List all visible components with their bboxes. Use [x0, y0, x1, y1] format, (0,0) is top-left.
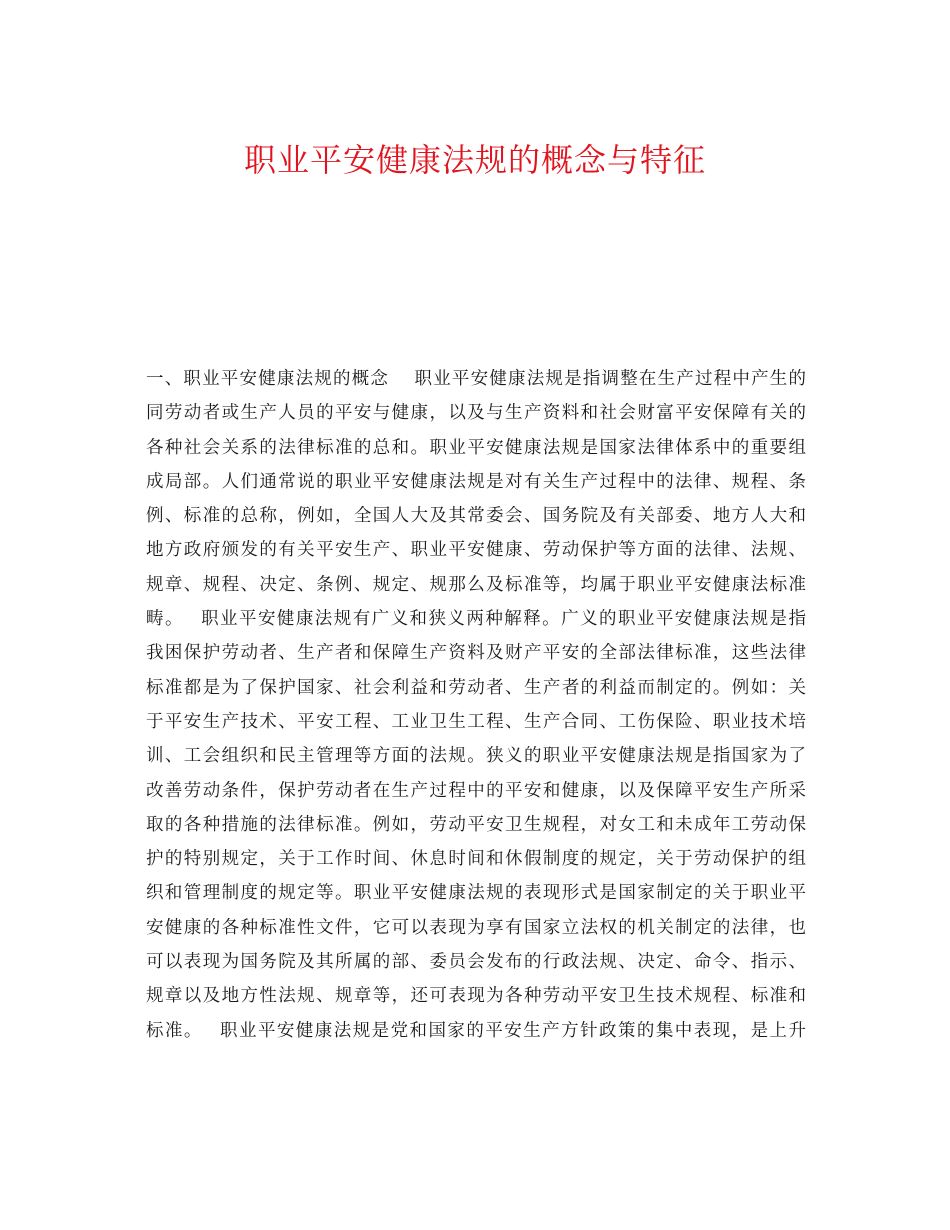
document-title: 职业平安健康法规的概念与特征: [243, 141, 706, 179]
text-line: 训、工会组织和民主管理等方面的法规。狭义的职业平安健康法规是指国家为了: [146, 746, 806, 767]
text-line: 例、标准的总称，例如，全国人大及其常委会、国务院及有关部委、地方人大和: [146, 506, 806, 527]
text-line: 我困保护劳动者、生产者和保障生产资料及财产平安的全部法律标准，这些法律: [146, 643, 806, 664]
body-text: [146, 362, 806, 1048]
text-line: 改善劳动条件，保护劳动者在生产过程中的平安和健康，以及保障平安生产所采: [146, 780, 806, 801]
text-line: 成局部。人们通常说的职业平安健康法规是对有关生产过程中的法律、规程、条: [146, 471, 806, 492]
text-line: 织和管理制度的规定等。职业平安健康法规的表现形式是国家制定的关于职业平: [146, 883, 806, 904]
text-line: 于平安生产技术、平安工程、工业卫生工程、生产合同、工伤保险、职业技术培: [146, 711, 806, 732]
text-line: 护的特别规定，关于工作时间、休息时间和休假制度的规定，关于劳动保护的组: [146, 849, 806, 870]
text-line: 各种社会关系的法律标准的总和。职业平安健康法规是国家法律体系中的重要组: [146, 437, 806, 458]
text-line: 规章、规程、决定、条例、规定、规那么及标准等，均属于职业平安健康法标准: [146, 574, 806, 595]
text-line: 取的各种措施的法律标准。例如，劳动平安卫生规程，对女工和未成年工劳动保: [146, 814, 806, 835]
text-line: 一、职业平安健康法规的概念 职业平安健康法规是指调整在生产过程中产生的: [146, 369, 806, 389]
text-line: 地方政府颁发的有关平安生产、职业平安健康、劳动保护等方面的法律、法规、: [146, 540, 806, 561]
text-line: 规章以及地方性法规、规章等，还可表现为各种劳动平安卫生技术规程、标准和: [146, 986, 806, 1007]
text-line: 安健康的各种标准性文件，它可以表现为享有国家立法权的机关制定的法律，也: [146, 917, 806, 938]
text-line: 同劳动者或生产人员的平安与健康，以及与生产资料和社会财富平安保障有关的: [146, 403, 806, 424]
text-line: 标准都是为了保护国家、社会利益和劳动者、生产者的利益而制定的。例如：关: [146, 677, 806, 698]
text-line: 畴。 职业平安健康法规有广义和狭义两种解释。广义的职业平安健康法规是指: [146, 609, 806, 630]
text-line: 标准。 职业平安健康法规是党和国家的平安生产方针政策的集中表现，是上升: [146, 1020, 806, 1041]
text-line: 可以表现为国务院及其所属的部、委员会发布的行政法规、决定、命令、指示、: [146, 952, 806, 973]
